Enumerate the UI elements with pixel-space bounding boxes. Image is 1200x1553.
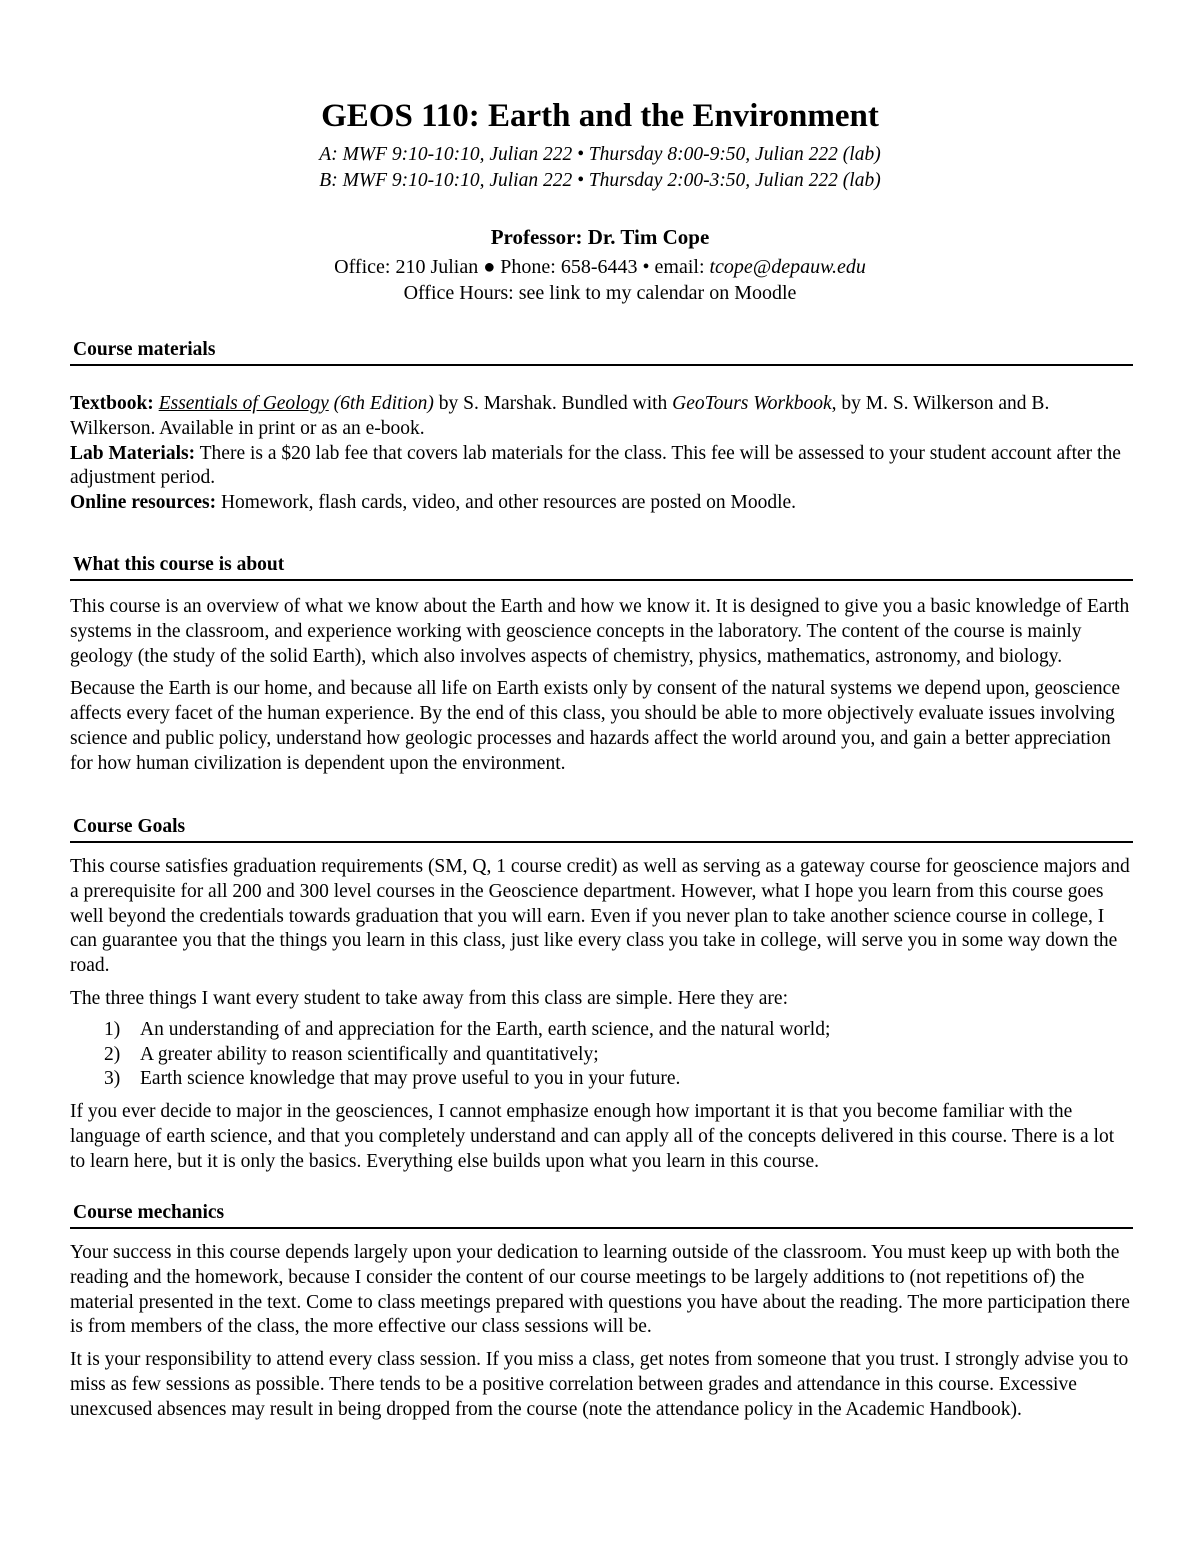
workbook-title: GeoTours Workbook (672, 393, 832, 414)
online-label: Online resources: (70, 492, 217, 514)
course-title: GEOS 110: Earth and the Environment (321, 98, 879, 134)
office-hours: Office Hours: see link to my calendar on Moodle (403, 282, 797, 304)
email-link[interactable]: tcope@depauw.edu (709, 256, 866, 278)
goals-list (70, 1018, 1133, 1092)
section-course-materials (70, 338, 1133, 516)
goals-paragraph-2: The three things I want every student to take away from this class are simple. Here they are: (70, 987, 788, 1009)
list-text: A greater ability to reason scientifically and quantitatively; (140, 1043, 599, 1065)
professor-name: Professor: Dr. Tim Cope (490, 225, 710, 249)
section-heading: Course materials (70, 338, 1133, 366)
list-number: 3) (104, 1068, 121, 1090)
about-paragraph-2: Because the Earth is our home, and because all life on Earth exists only by consent of the natural systems we depend upon, geoscience affects every facet of the human experience. By the end of this class, you should be able to more objectively evaluate issues involving science and public policy, understand how geologic processes and hazards affect the world around you, and gain a better appreciation for how human civilization is dependent upon the environment. (70, 678, 1120, 774)
office-phone: Office: 210 Julian ● Phone: 658-6443 • email: (334, 256, 710, 278)
section-heading: Course mechanics (70, 1201, 1133, 1229)
section-heading: Course Goals (70, 815, 1133, 843)
schedule-section-a: A: MWF 9:10-10:10, Julian 222 • Thursday 8:00-9:50, Julian 222 (lab) (319, 144, 881, 165)
lab-label: Lab Materials: (70, 442, 196, 464)
lab-materials-line (70, 442, 1133, 492)
list-number: 2) (104, 1043, 121, 1065)
section-course-mechanics (70, 1201, 1133, 1423)
mechanics-paragraph-2: It is your responsibility to attend every class session. If you miss a class, get notes from someone that you trust. I strongly advise you to miss as few sessions as possible. There tends to be a positive correlation between grades and attendance in this course. Excessive unexcused absences may result in being dropped from the course (note the attendance policy in the Academic Handbook). (70, 1349, 1129, 1420)
online-resources-line (70, 491, 1133, 516)
office-contact (0, 254, 1200, 280)
textbook-line (70, 392, 1133, 442)
list-number: 1) (104, 1018, 121, 1040)
textbook-mid: by S. Marshak. Bundled with (433, 393, 673, 414)
mechanics-paragraph-1: Your success in this course depends largely upon your dedication to learning outside of the classroom. You must keep up with both the reading and the homework, because I consider the content of our course meetings to be largely additions to (not repetitions of) the material presented in the text. Come to class meetings prepared with questions you have about the reading. The more participation there is from members of the class, the more effective our class sessions will be. (70, 1242, 1130, 1338)
list-text: Earth science knowledge that may prove useful to you in your future. (140, 1068, 681, 1090)
textbook-rest: , by M. S. Wilkerson and B. Wilkerson. Available in print or as an e-book. (70, 393, 1050, 439)
section-course-about (70, 553, 1133, 777)
goals-paragraph-1: This course satisfies graduation requirements (SM, Q, 1 course credit) as well as serving as a gateway course for geoscience majors and a prerequisite for all 200 and 300 level courses in the Geoscience department. However, what I hope you learn from this course goes well beyond the credentials towards graduation that you will earn. Even if you never plan to take another science course in college, I can guarantee you that the things you learn in this class, just like every class you take in college, will serve you in some way down the road. (70, 856, 1130, 977)
about-paragraph-1: This course is an overview of what we know about the Earth and how we know it. It is designed to give you a basic knowledge of Earth systems in the classroom, and experience working with geoscience concepts in the laboratory. The content of the course is mainly geology (the study of the solid Earth), which also involves aspects of chemistry, physics, mathematics, astronomy, and biology. (70, 596, 1130, 667)
schedule-section-b: B: MWF 9:10-10:10, Julian 222 • Thursday 2:00-3:50, Julian 222 (lab) (319, 170, 881, 191)
goals-paragraph-3: If you ever decide to major in the geosciences, I cannot emphasize enough how important it is that you become familiar with the language of earth science, and that you completely understand and can apply all of the concepts delivered in this course. There is a lot to learn here, but it is only the basics. Everything else builds upon what you learn in this course. (70, 1101, 1115, 1172)
list-text: An understanding of and appreciation for the Earth, earth science, and the natural world; (140, 1018, 831, 1040)
textbook-title: Essentials of Geology (158, 393, 329, 414)
lab-text: There is a $20 lab fee that covers lab materials for the class. This fee will be assessed to your student account after the adjustment period. (70, 442, 1121, 489)
list-item (70, 1018, 1133, 1043)
online-text: Homework, flash cards, video, and other resources are posted on Moodle. (216, 492, 797, 514)
textbook-label: Textbook: (70, 393, 154, 414)
section-course-goals (70, 815, 1133, 1175)
list-item (70, 1043, 1133, 1068)
textbook-edition: (6th Edition) (328, 393, 434, 414)
list-item (70, 1067, 1133, 1092)
section-heading: What this course is about (70, 553, 1133, 581)
